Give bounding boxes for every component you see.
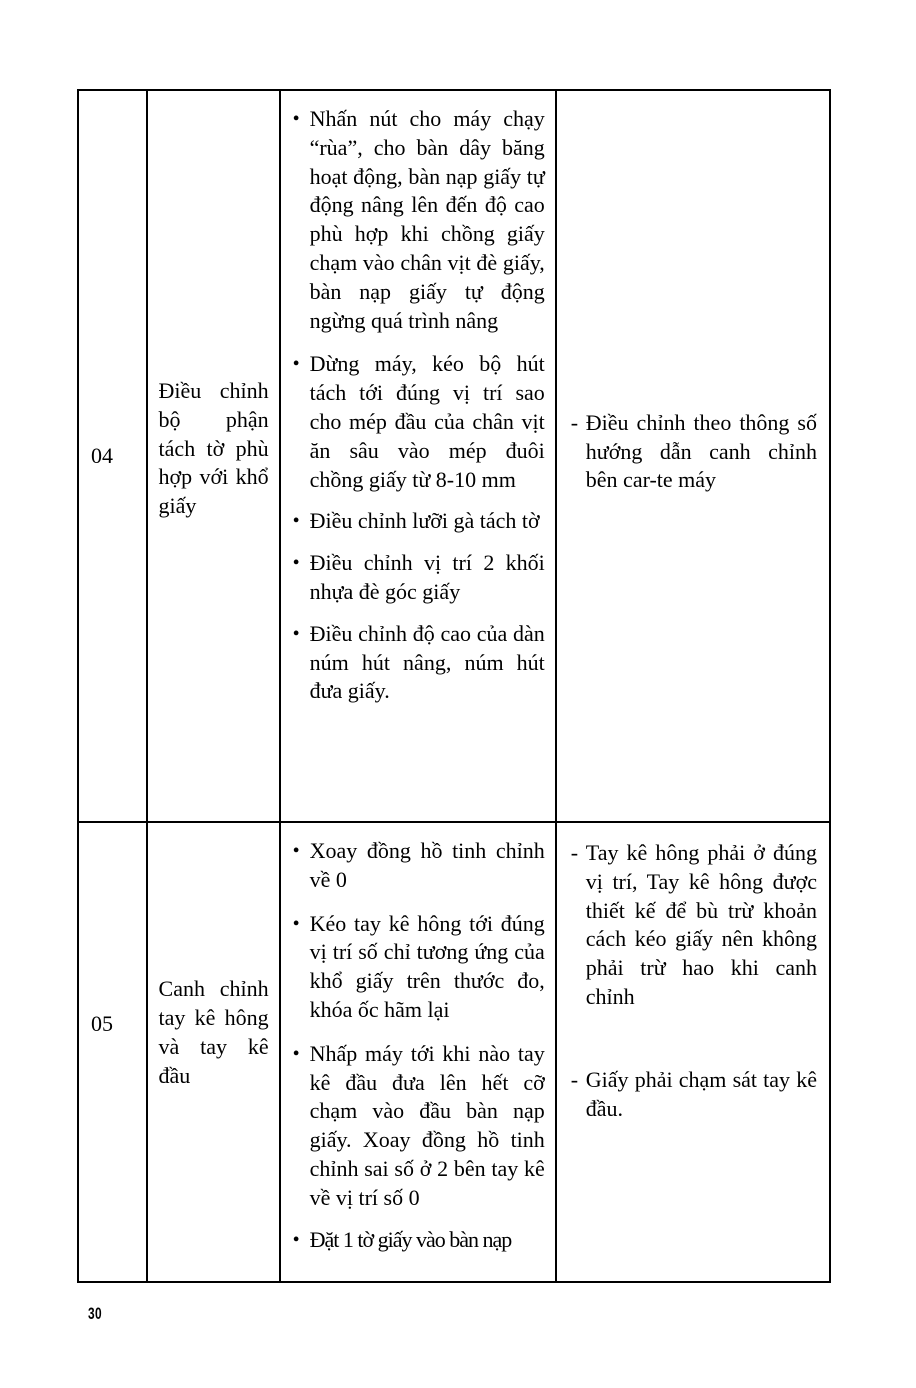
- row-number-cell: [78, 90, 147, 822]
- row-number-cell: [78, 822, 147, 1282]
- steps-cell: [280, 90, 556, 822]
- step-item: • Kéo tay kê hông tới đúng vị trí số chỉ tương ứng của khổ giấy trên thước đo, khóa ốc hãm lại: [281, 910, 555, 1025]
- row-number: 05: [91, 1010, 113, 1036]
- note-item: - Giấy phải chạm sát tay kê đầu.: [557, 1066, 829, 1124]
- task-title-cell: [147, 90, 280, 822]
- task-title: Điều chỉnh bộ phận tách tờ phù hợp với khổ giấy: [158, 378, 269, 519]
- step-item: • Điều chỉnh vị trí 2 khối nhựa đè góc giấy: [281, 549, 555, 607]
- table-row: [78, 822, 830, 1282]
- note-item: - Tay kê hông phải ở đúng vị trí, Tay kê hông được thiết kế để bù trừ khoản cách kéo giấy nên không phải trừ hao khi canh chỉnh: [557, 839, 829, 1012]
- table-row: [78, 90, 830, 822]
- step-item: • Điều chỉnh lưỡi gà tách tờ: [281, 507, 555, 536]
- step-item: • Dừng máy, kéo bộ hút tách tới đúng vị trí sao cho mép đầu của chân vịt ăn sâu vào mép đuôi chồng giấy từ 8-10 mm: [281, 350, 555, 494]
- task-title: Canh chỉnh tay kê hông và tay kê đầu: [158, 976, 269, 1088]
- notes-cell: [556, 822, 830, 1282]
- step-item: • Xoay đồng hồ tinh chỉnh về 0: [281, 837, 555, 895]
- page-number: 30: [88, 1304, 102, 1323]
- step-item: • Đặt 1 tờ giấy vào bàn nạp: [281, 1226, 555, 1255]
- step-item: • Điều chỉnh độ cao của dàn núm hút nâng, núm hút đưa giấy.: [281, 620, 555, 706]
- steps-cell: [280, 822, 556, 1282]
- procedure-table: [77, 89, 831, 1283]
- row-number: 04: [91, 442, 113, 468]
- step-item: • Nhấp máy tới khi nào tay kê đầu đưa lên hết cỡ chạm vào đầu bàn nạp giấy. Xoay đồng hồ tinh chỉnh sai số ở 2 bên tay kê về vị trí số 0: [281, 1040, 555, 1213]
- task-title-cell: [147, 822, 280, 1282]
- note-item: - Điều chỉnh theo thông số hướng dẫn canh chỉnh bên car-te máy: [557, 409, 829, 495]
- step-item: • Nhấn nút cho máy chạy “rùa”, cho bàn dây băng hoạt động, bàn nạp giấy tự động nâng lên đến độ cao phù hợp khi chồng giấy chạm vào chân vịt đè giấy, bàn nạp giấy tự động ngừng quá trình nâng: [281, 105, 555, 335]
- notes-cell: [556, 90, 830, 822]
